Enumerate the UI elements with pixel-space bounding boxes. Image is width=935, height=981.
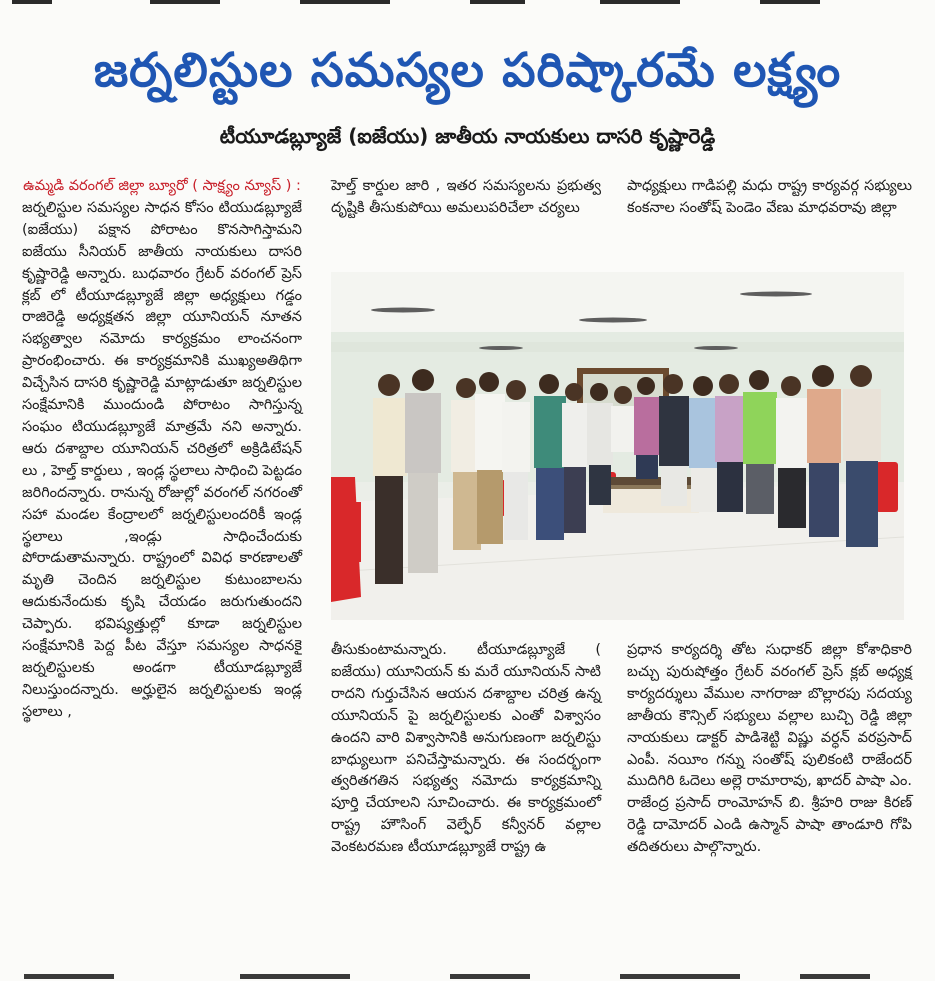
byline: ఉమ్మడి వరంగల్ జిల్లా బ్యూరో ( సాక్ష్యం న్యూస్ ) : — [23, 178, 301, 194]
article-column-2-bottom — [331, 640, 601, 859]
top-cropped-text-strip — [0, 0, 935, 8]
column-1-text: జర్నలిస్టుల సమస్యల సాధన కోసం టియుడబ్ల్యూజే (ఐజేయు) పక్షాన పోరాటం కొనసాగిస్తామని ఐజేయు సీనియర్ జాతీయ నాయకులు దాసరి కృష్ణారెడ్డి అన్నారు. బుధవారం గ్రేటర్ వరంగల్ ప్రెస్ క్లబ్ లో టీయూడబ్ల్యూజే జిల్లా అధ్యక్షులు గడ్డం రాజిరెడ్డి అధ్యక్షతన జిల్లా యూనియన్ నూతన సభ్యత్వాల నమోదు కార్యక్రమం లాంచనంగా ప్రారంభించారు. ఈ కార్యక్రమానికి ముఖ్యఅతిథిగా విచ్చేసిన దాసరి కృష్ణారెడ్డి మాట్లాడుతూ జర్నలిస్టుల సంక్షేమానికి ముందుండి పోరాటం సాగిస్తున్న సంఘం టియుడబ్ల్యూజే మాత్రమే నని అన్నారు. ఆరు దశాబ్దాల యూనియన్ చరిత్రలో అక్రిడిటేషన్ లు , హెల్త్ కార్డులు , ఇండ్ల స్థలాలు సాధించి పెట్టడం జరిగిందన్నారు. రానున్న రోజుల్లో వరంగల్ నగరంతో సహా మండల కేంద్రాలలో జర్నలిస్టులందరికీ ఇండ్ల స్థలాలు ,ఇండ్లు సాధించేందుకు పోరాడుతామన్నారు. రాష్ట్రంలో వివిధ కారణాలతో మృతి చెందిన జర్నలిస్టుల కుటుంబాలను ఆదుకునేందుకు కృషి చేయడం జరుగుతుందని చెప్పారు. భవిష్యత్తుల్లో కూడా జర్నలిస్టుల సంక్షేమానికి పెద్ద పీట వేస్తూ సమస్యల సాధనకై జర్నలిస్టులకు అండగా టీయూడబ్ల్యూజే నిలుస్తుందన్నారు. అర్హులైన జర్నలిస్టులకు ఇండ్ల స్థలాలు , — [22, 199, 302, 720]
article-headline: జర్నలిస్టుల సమస్యల పరిష్కారమే లక్ష్యం — [93, 43, 842, 98]
column-3-bottom-text: ప్రధాన కార్యదర్శి తోట సుధాకర్ జిల్లా కోశాధికారి బచ్చు పురుషోత్తం గ్రేటర్ వరంగల్ ప్రెస్ క్లబ్ అధ్యక్ష కార్యదర్శులు వేముల నాగరాజు బొల్లారపు సదయ్య జాతీయ కౌన్సిల్ సభ్యులు వల్లాల బుచ్చి రెడ్డి జిల్లా నాయకులు డాక్టర్ పాడిశెట్టి విష్ణు వర్ధన్ వరప్రసాద్ ఎంపీ. నయీం గన్ను సంతోష్ పులికంటి రాజేందర్ ముదిగిరి ఓదెలు అల్లె రామారావు, ఖాదర్ పాషా ఎం. రాజేంద్ర ప్రసాద్ రాంమోహన్ బి. శ్రీహరి రాజు కిరణ్ రెడ్డి దామోదర్ ఎండి ఉస్మాన్ పాషా తాండూరి గోపి తదితరులు పాల్గొన్నారు. — [627, 642, 912, 856]
article-column-1 — [22, 176, 302, 724]
article-column-3-bottom — [627, 640, 912, 859]
article-subheadline: టీయూడబ్ల్యూజే (ఐజేయు) జాతీయ నాయకులు దాసరి కృష్ణారెడ్డి — [219, 124, 716, 148]
group-photo — [331, 272, 904, 620]
column-2-top-text: హెల్త్ కార్డుల జారి , ఇతర సమస్యలను ప్రభుత్వ దృష్టికి తీసుకుపోయి అమలుపరిచేలా చర్యలు — [331, 178, 601, 216]
column-2-bottom-text: తీసుకుంటామన్నారు. టీయూడబ్ల్యూజే ( ఐజేయు) యూనియన్ కు మరే యూనియన్ సాటి రాదని గుర్తుచేసిన ఆయన దశాబ్దాల చరిత్ర ఉన్న యూనియన్ పై జర్నలిస్టులకు ఎంతో విశ్వాసం ఉందని వారి విశ్వాసానికి అనుగుణంగా జర్నలిస్టు బాధ్యులుగా పనిచేస్తామన్నారు. ఈ సందర్భంగా త్వరితగతిన సభ్యత్వ నమోదు కార్యక్రమాన్ని పూర్తి చేయాలని సూచించారు. ఈ కార్యక్రమంలో రాష్ట్ర హౌసింగ్ వెల్ఫేర్ కన్వీనర్ వల్లాల వెంకటరమణ టీయూడబ్ల్యూజే రాష్ట్ర ఉ — [331, 642, 601, 856]
article-column-2-top — [331, 176, 601, 220]
article-column-3-top — [627, 176, 912, 220]
column-3-top-text: పాధ్యక్షులు గాడిపల్లి మధు రాష్ట్ర కార్యవర్గ సభ్యులు కంకనాల సంతోష్ పెండెం వేణు మాధవరావు జిల్లా — [627, 178, 912, 216]
bottom-cropped-text-strip — [0, 968, 935, 981]
